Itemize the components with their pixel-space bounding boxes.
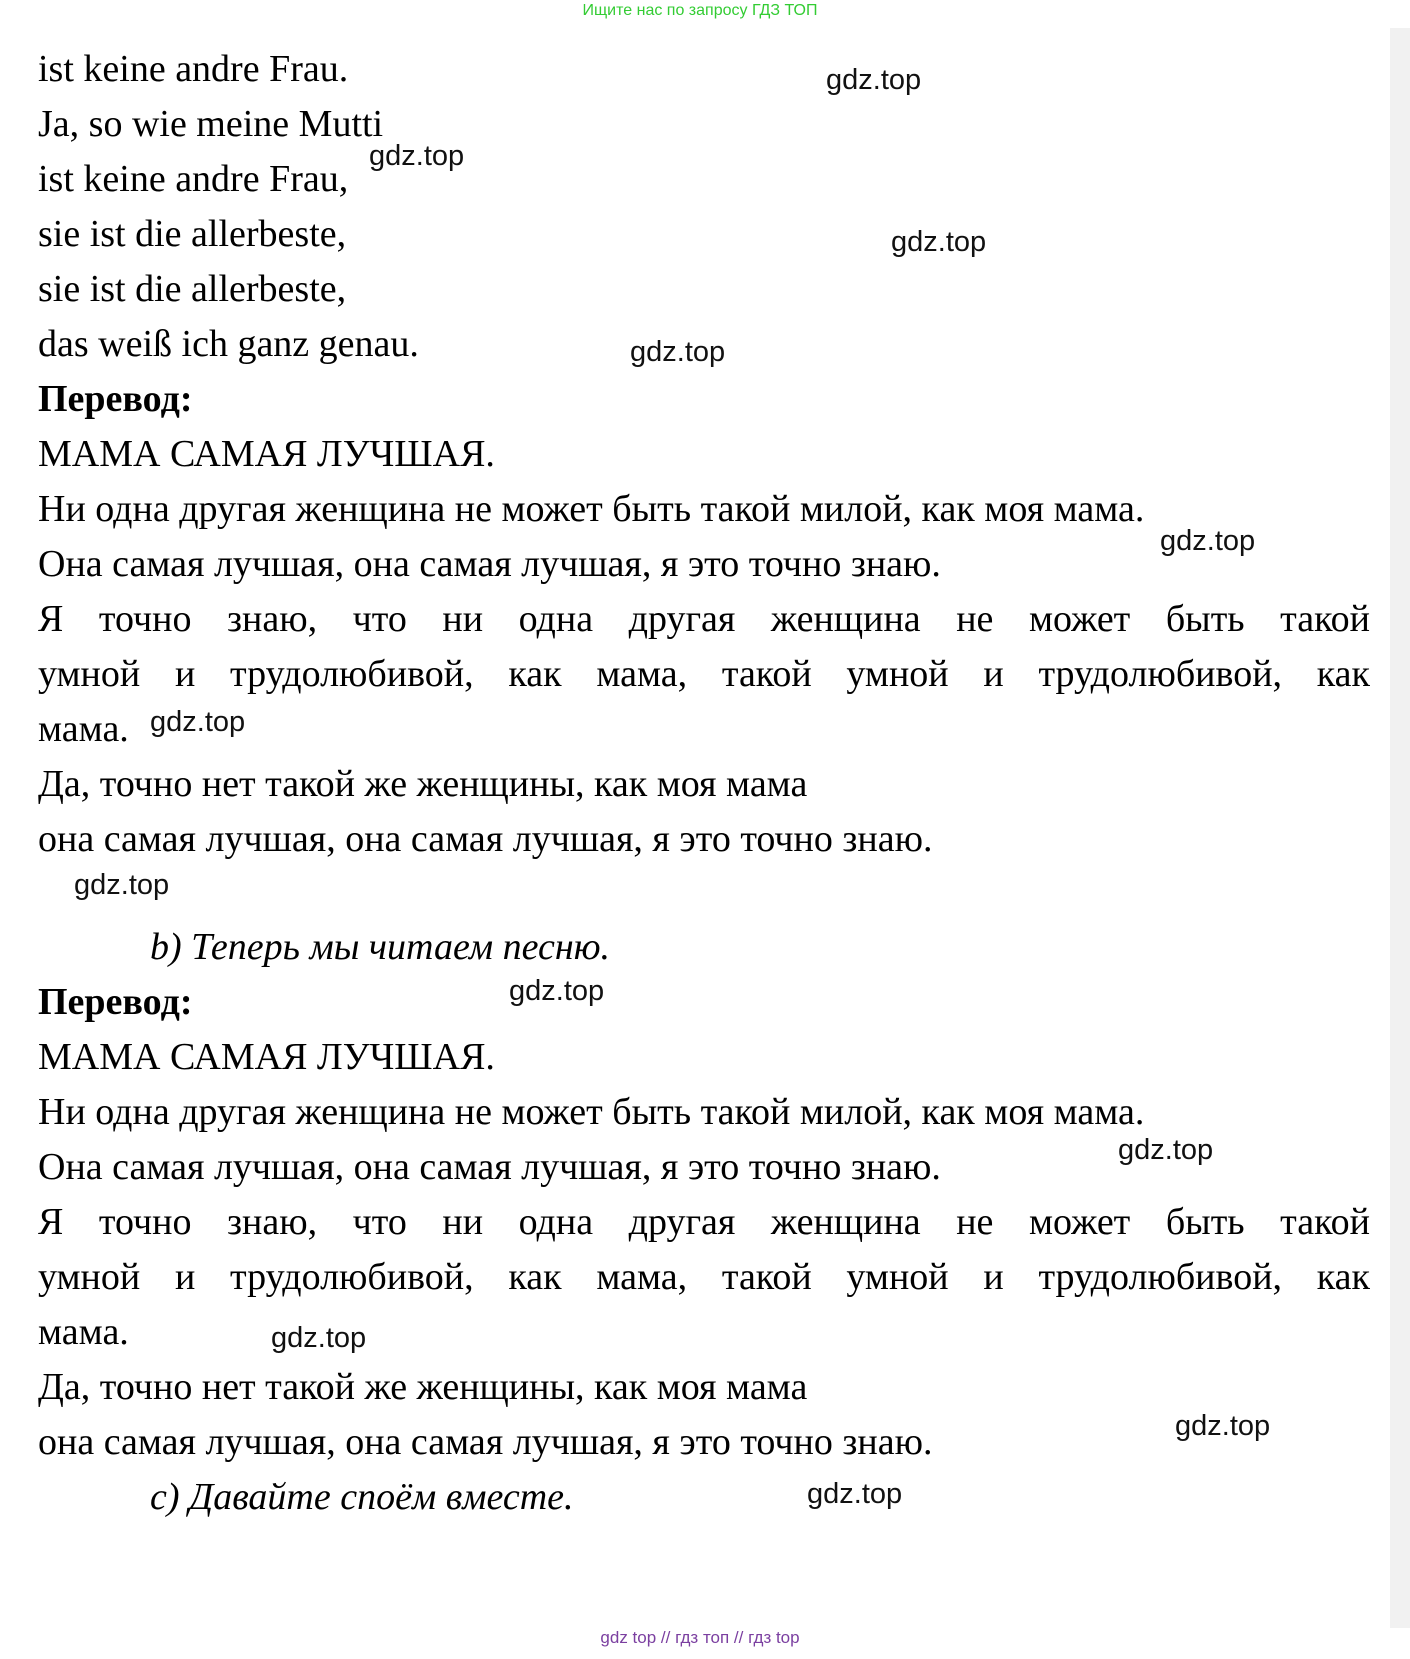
translation-line: Она самая лучшая, она самая лучшая, я это точно знаю. [38, 1146, 941, 1188]
poem-line: Ja, so wie meine Mutti [38, 103, 384, 145]
poem-line: sie ist die allerbeste, [38, 268, 347, 310]
translation-line: умной и трудолюбивой, как мама, такой умной и трудолюбивой, как [38, 1256, 1370, 1298]
watermark: gdz.top [509, 975, 605, 1007]
watermark: gdz.top [826, 64, 922, 96]
translation-line: мама. [38, 708, 129, 750]
watermark: gdz.top [1118, 1134, 1214, 1166]
translation-heading: Перевод: [38, 378, 193, 420]
translation-line: она самая лучшая, она самая лучшая, я это точно знаю. [38, 818, 933, 860]
watermark: gdz.top [150, 706, 246, 738]
translation-line: Я точно знаю, что ни одна другая женщина не может быть такой [38, 598, 1370, 640]
watermark: gdz.top [271, 1322, 367, 1354]
watermark: gdz.top [807, 1478, 903, 1510]
translation-line: Ни одна другая женщина не может быть такой милой, как моя мама. [38, 1091, 1145, 1133]
translation-line: умной и трудолюбивой, как мама, такой умной и трудолюбивой, как [38, 653, 1370, 695]
watermark: gdz.top [1160, 525, 1256, 557]
translation-line: мама. [38, 1311, 129, 1353]
watermark: gdz.top [891, 226, 987, 258]
translation-title: МАМА САМАЯ ЛУЧШАЯ. [38, 433, 495, 475]
translation-line: Я точно знаю, что ни одна другая женщина не может быть такой [38, 1201, 1370, 1243]
translation-heading: Перевод: [38, 981, 193, 1023]
top-banner: Ищите нас по запросу ГДЗ ТОП [582, 2, 818, 19]
translation-title: МАМА САМАЯ ЛУЧШАЯ. [38, 1036, 495, 1078]
translation-line: она самая лучшая, она самая лучшая, я это точно знаю. [38, 1421, 933, 1463]
watermark: gdz.top [369, 140, 465, 172]
watermark: gdz.top [630, 336, 726, 368]
translation-line: Она самая лучшая, она самая лучшая, я это точно знаю. [38, 543, 941, 585]
footer-links[interactable]: gdz top // гдз топ // гдз top [600, 1628, 800, 1647]
translation-line: Да, точно нет такой же женщины, как моя мама [38, 763, 808, 805]
watermark: gdz.top [1175, 1410, 1271, 1442]
poem-line: sie ist die allerbeste, [38, 213, 347, 255]
watermark: gdz.top [74, 869, 170, 901]
poem-line: ist keine andre Frau, [38, 158, 349, 200]
translation-line: Да, точно нет такой же женщины, как моя мама [38, 1366, 808, 1408]
page-edge-strip [1390, 28, 1410, 1628]
task-c-heading: c) Давайте споём вместе. [150, 1476, 574, 1518]
poem-line: ist keine andre Frau. [38, 48, 349, 90]
task-b-heading: b) Теперь мы читаем песню. [150, 926, 611, 968]
poem-line: das weiß ich ganz genau. [38, 323, 419, 365]
translation-line: Ни одна другая женщина не может быть такой милой, как моя мама. [38, 488, 1145, 530]
